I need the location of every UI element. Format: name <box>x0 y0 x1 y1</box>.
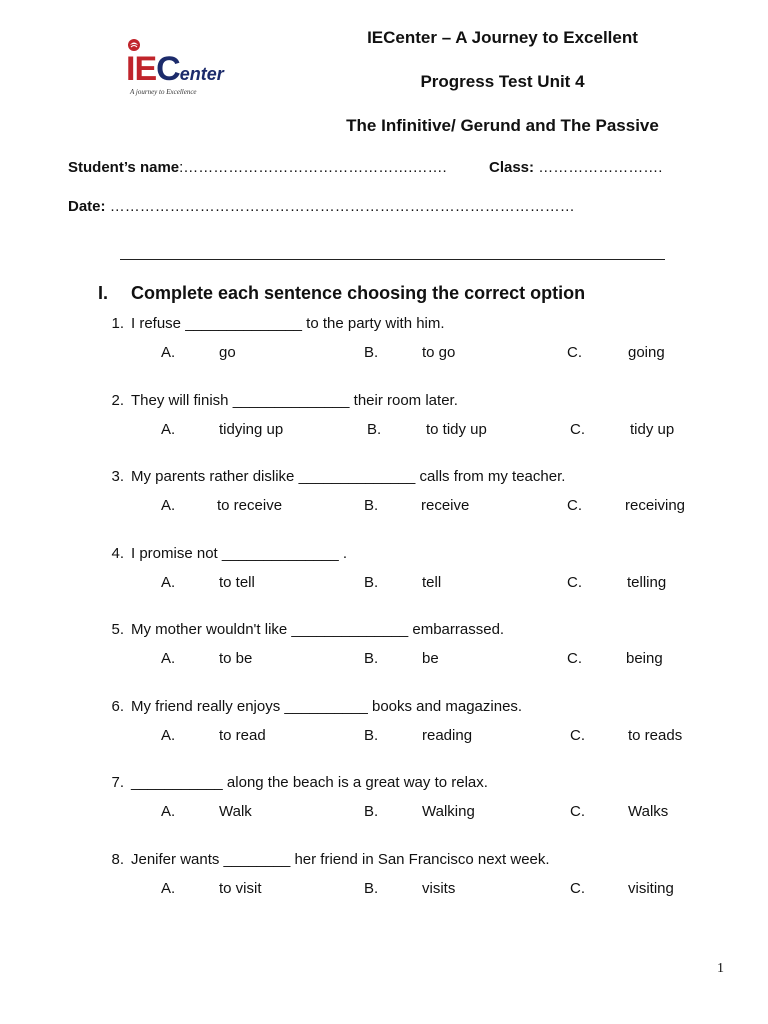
divider-line <box>120 259 665 260</box>
page-number: 1 <box>717 961 724 976</box>
option-a[interactable]: to tell <box>219 574 255 591</box>
option-c[interactable]: to reads <box>628 727 683 744</box>
header-test-title: Progress Test Unit 4 <box>420 72 585 91</box>
header-school-line: IECenter – A Journey to Excellent <box>367 28 638 47</box>
question-text: My friend really enjoys __________ books and magazines. <box>131 698 523 715</box>
question-text: They will finish ______________ their room later. <box>131 392 458 409</box>
class-field[interactable]: Class: ……………………. <box>489 159 663 176</box>
question-text: My mother wouldn't like ______________ embarrassed. <box>131 621 505 638</box>
question-text: Jenifer wants ________ her friend in San Francisco next week. <box>131 851 550 868</box>
option-letter-b: B. <box>364 803 379 820</box>
section-heading: I. Complete each sentence choosing the correct option <box>98 283 586 303</box>
option-b[interactable]: receive <box>421 497 470 514</box>
question-item <box>0 468 768 518</box>
question-number: 7. <box>111 774 124 791</box>
option-letter-a: A. <box>161 727 176 744</box>
option-letter-a: A. <box>161 344 176 361</box>
student-name-field[interactable]: Student’s name:……………………………………….……. <box>68 159 447 176</box>
option-b[interactable]: Walking <box>422 803 475 820</box>
option-a[interactable]: tidying up <box>219 421 284 438</box>
question-text: My parents rather dislike ______________ calls from my teacher. <box>131 468 566 485</box>
option-letter-a: A. <box>161 880 176 897</box>
option-c[interactable]: being <box>626 650 663 667</box>
option-c[interactable]: visiting <box>628 880 674 897</box>
option-letter-c: C. <box>567 344 582 361</box>
option-b[interactable]: to tidy up <box>426 421 487 438</box>
question-item <box>0 621 768 671</box>
option-letter-b: B. <box>364 497 379 514</box>
question-item <box>0 545 768 595</box>
option-letter-c: C. <box>570 880 585 897</box>
option-letter-c: C. <box>570 727 585 744</box>
question-number: 1. <box>111 315 124 332</box>
question-text: I refuse ______________ to the party with him. <box>131 315 445 332</box>
option-letter-b: B. <box>364 574 379 591</box>
option-c[interactable]: telling <box>627 574 667 591</box>
question-number: 6. <box>111 698 124 715</box>
question-number: 2. <box>111 392 124 409</box>
question-text: ___________ along the beach is a great way to relax. <box>131 774 488 791</box>
header-topic: The Infinitive/ Gerund and The Passive <box>346 116 659 135</box>
option-letter-b: B. <box>364 727 379 744</box>
option-letter-b: B. <box>364 880 379 897</box>
option-letter-c: C. <box>567 497 582 514</box>
option-letter-a: A. <box>161 803 176 820</box>
option-letter-b: B. <box>367 421 382 438</box>
question-item <box>0 698 768 748</box>
option-b[interactable]: to go <box>422 344 456 361</box>
iecenter-logo <box>122 38 232 102</box>
option-a[interactable]: go <box>219 344 236 361</box>
option-letter-b: B. <box>364 650 379 667</box>
option-b[interactable]: tell <box>422 574 442 591</box>
option-a[interactable]: Walk <box>219 803 252 820</box>
option-b[interactable]: be <box>422 650 439 667</box>
option-letter-a: A. <box>161 574 176 591</box>
option-b[interactable]: reading <box>422 727 473 744</box>
question-item <box>0 315 768 365</box>
question-item <box>0 851 768 901</box>
question-text: I promise not ______________ . <box>131 545 347 562</box>
question-item <box>0 774 768 824</box>
question-number: 3. <box>111 468 124 485</box>
option-c[interactable]: Walks <box>628 803 669 820</box>
option-letter-c: C. <box>570 803 585 820</box>
option-letter-a: A. <box>161 497 176 514</box>
option-c[interactable]: tidy up <box>630 421 675 438</box>
option-letter-a: A. <box>161 650 176 667</box>
question-number: 5. <box>111 621 124 638</box>
option-a[interactable]: to visit <box>219 880 262 897</box>
option-letter-c: C. <box>570 421 585 438</box>
option-letter-c: C. <box>567 574 582 591</box>
question-number: 8. <box>111 851 124 868</box>
option-a[interactable]: to be <box>219 650 253 667</box>
logo-tagline: A journey to Excellence <box>130 88 197 96</box>
option-c[interactable]: going <box>628 344 665 361</box>
date-field[interactable]: Date: ………………………………………………………………………………… <box>68 198 575 215</box>
question-item <box>0 392 768 442</box>
question-number: 4. <box>111 545 124 562</box>
option-b[interactable]: visits <box>422 880 456 897</box>
option-letter-c: C. <box>567 650 582 667</box>
logo-wordmark: IECenter <box>126 50 224 88</box>
option-a[interactable]: to read <box>219 727 266 744</box>
option-a[interactable]: to receive <box>217 497 283 514</box>
option-c[interactable]: receiving <box>625 497 686 514</box>
option-letter-a: A. <box>161 421 176 438</box>
option-letter-b: B. <box>364 344 379 361</box>
